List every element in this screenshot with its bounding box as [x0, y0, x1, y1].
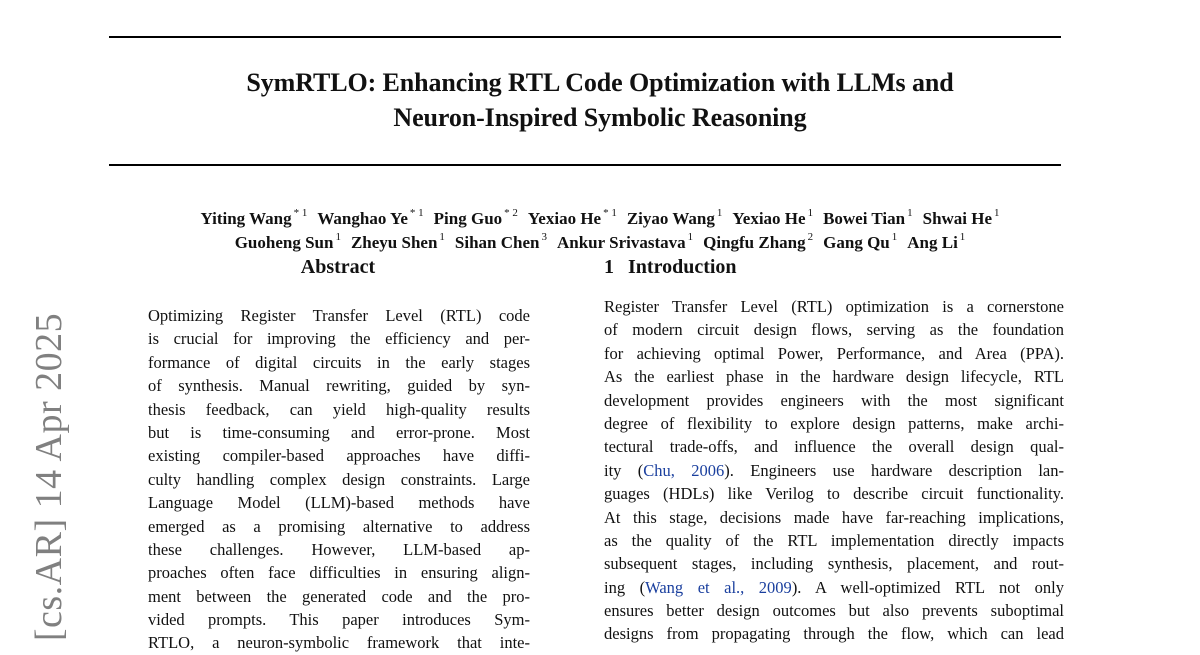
author-list-line-1 [0, 208, 1200, 229]
author-name: Ang Li [907, 232, 958, 252]
author [627, 209, 723, 228]
author-affiliation-mark: * 1 [603, 207, 617, 219]
introduction-line [604, 529, 1064, 552]
abstract-line: culty handling complex design constraints. Large [148, 469, 530, 489]
author [923, 209, 1000, 228]
abstract-line: vided prompts. This paper introduces Sym- [148, 610, 530, 630]
author-affiliation-mark: 1 [687, 231, 694, 243]
introduction-line [604, 389, 1064, 412]
section-number: 1 [604, 256, 614, 278]
author [823, 209, 913, 228]
author-affiliation-mark: 3 [541, 231, 547, 243]
paper-title-line-2: Neuron-Inspired Symbolic Reasoning [393, 103, 807, 132]
introduction-text: ensures better design outcomes but also prevents suboptimal [604, 601, 1064, 621]
introduction-text: of modern circuit design flows, serving as the foundation [604, 320, 1064, 340]
author-affiliation-mark: 1 [807, 207, 814, 219]
introduction-line [604, 552, 1064, 575]
abstract-line: ment between the generated code and the pro- [148, 586, 530, 606]
introduction-line [604, 622, 1064, 645]
introduction-text: subsequent stages, including synthesis, placement, and rout- [604, 554, 1064, 574]
author [732, 209, 813, 228]
author-name: Ankur Srivastava [556, 232, 686, 252]
author-name: Ping Guo [433, 208, 503, 228]
author-name: Bowei Tian [823, 208, 906, 228]
author [351, 233, 445, 252]
abstract-line: formance of digital circuits in the early stages [148, 352, 530, 372]
introduction-text: ing ( [604, 577, 646, 597]
introduction-body [604, 295, 1064, 646]
author-name: Zheyu Shen [350, 232, 438, 252]
abstract-line: Optimizing Register Transfer Level (RTL) code [148, 306, 530, 325]
title-rule-bottom [109, 164, 1061, 166]
arxiv-identifier-stamp: [cs.AR] 14 Apr 2025 [28, 312, 70, 642]
author [907, 233, 965, 252]
author-affiliation-mark: * 1 [409, 207, 424, 219]
introduction-line [604, 412, 1064, 435]
introduction-text: ). Engineers use hardware description lan- [724, 460, 1064, 480]
abstract-line: Language Model (LLM)-based methods have [148, 493, 530, 513]
author-affiliation-mark: * 1 [293, 207, 308, 219]
introduction-line [604, 342, 1064, 365]
author [455, 233, 547, 252]
section-title: Introduction [628, 256, 737, 278]
author-name: Yexiao He [527, 208, 602, 228]
citation-link[interactable]: Chu, 2006 [643, 460, 725, 480]
introduction-line [604, 318, 1064, 341]
introduction-text: tectural trade-offs, and influence the overall design qual- [604, 437, 1064, 457]
introduction-line [604, 482, 1064, 505]
author-affiliation-mark: 1 [907, 207, 913, 219]
introduction-heading [604, 256, 737, 279]
author-affiliation-mark: 1 [891, 231, 898, 243]
abstract-line: of synthesis. Manual rewriting, guided by syn- [148, 376, 530, 396]
author-affiliation-mark: 1 [959, 231, 966, 243]
author [528, 209, 617, 228]
abstract-body [148, 304, 530, 655]
introduction-text: ). A well-optimized RTL not only [791, 577, 1064, 597]
abstract-line: RTLO, a neuron-symbolic framework that inte- [148, 633, 530, 653]
author-name: Ziyao Wang [626, 208, 715, 228]
author-name: Wanghao Ye [317, 208, 408, 228]
author-name: Gang Qu [823, 232, 890, 252]
introduction-text: guages (HDLs) like Verilog to describe circuit functionality. [604, 484, 1064, 504]
abstract-line: thesis feedback, can yield high-quality results [148, 399, 530, 419]
author [434, 209, 518, 228]
introduction-text: At this stage, decisions made have far-reaching implications, [604, 507, 1064, 527]
introduction-text: As the earliest phase in the hardware design lifecycle, RTL [604, 367, 1064, 387]
introduction-line [604, 576, 1064, 599]
introduction-text: Register Transfer Level (RTL) optimization is a cornerstone [604, 297, 1064, 316]
author [703, 233, 813, 252]
introduction-line [604, 435, 1064, 458]
author-affiliation-mark: 2 [807, 231, 814, 243]
author [235, 233, 341, 252]
introduction-text: as the quality of the RTL implementation directly impacts [604, 530, 1064, 550]
introduction-text: designs from propagating through the flow, which can lead [604, 624, 1064, 644]
title-rule-top [109, 36, 1061, 38]
author-affiliation-mark: 1 [994, 207, 1000, 219]
author [200, 209, 307, 228]
author [823, 233, 897, 252]
author [557, 233, 693, 252]
author-name: Shwai He [922, 208, 993, 228]
author-list-line-2 [0, 232, 1200, 253]
abstract-line: emerged as a promising alternative to address [148, 516, 530, 536]
author-name: Yexiao He [732, 208, 806, 228]
introduction-text: degree of flexibility to explore design patterns, make archi- [604, 413, 1064, 433]
introduction-line [604, 365, 1064, 388]
author-name: Sihan Chen [454, 232, 540, 252]
introduction-text: ity ( [604, 460, 644, 480]
abstract-line: is crucial for improving the efficiency and per- [148, 329, 530, 349]
author-name: Qingfu Zhang [703, 232, 806, 252]
author [317, 209, 423, 228]
author-affiliation-mark: 1 [716, 207, 723, 219]
abstract-line: proaches often face difficulties in ensuring align- [148, 563, 530, 583]
author-name: Guoheng Sun [234, 232, 334, 252]
introduction-line [604, 295, 1064, 318]
introduction-line [604, 459, 1064, 482]
abstract-heading: Abstract [300, 256, 376, 278]
introduction-text: development provides engineers with the most significant [604, 390, 1064, 410]
introduction-text: for achieving optimal Power, Performance, and Area (PPA). [604, 343, 1064, 363]
paper-title-line-1: SymRTLO: Enhancing RTL Code Optimization with LLMs and [246, 68, 954, 97]
introduction-line [604, 506, 1064, 529]
introduction-line [604, 599, 1064, 622]
abstract-line: but is time-consuming and error-prone. Most [148, 422, 530, 442]
abstract-line: these challenges. However, LLM-based ap- [148, 539, 530, 559]
author-affiliation-mark: 1 [335, 231, 341, 243]
citation-link[interactable]: Wang et al., 2009 [645, 577, 792, 597]
abstract-line: existing compiler-based approaches have diffi- [148, 446, 530, 466]
author-affiliation-mark: 1 [439, 231, 445, 243]
author-name: Yiting Wang [200, 208, 292, 228]
author-affiliation-mark: * 2 [504, 207, 518, 219]
